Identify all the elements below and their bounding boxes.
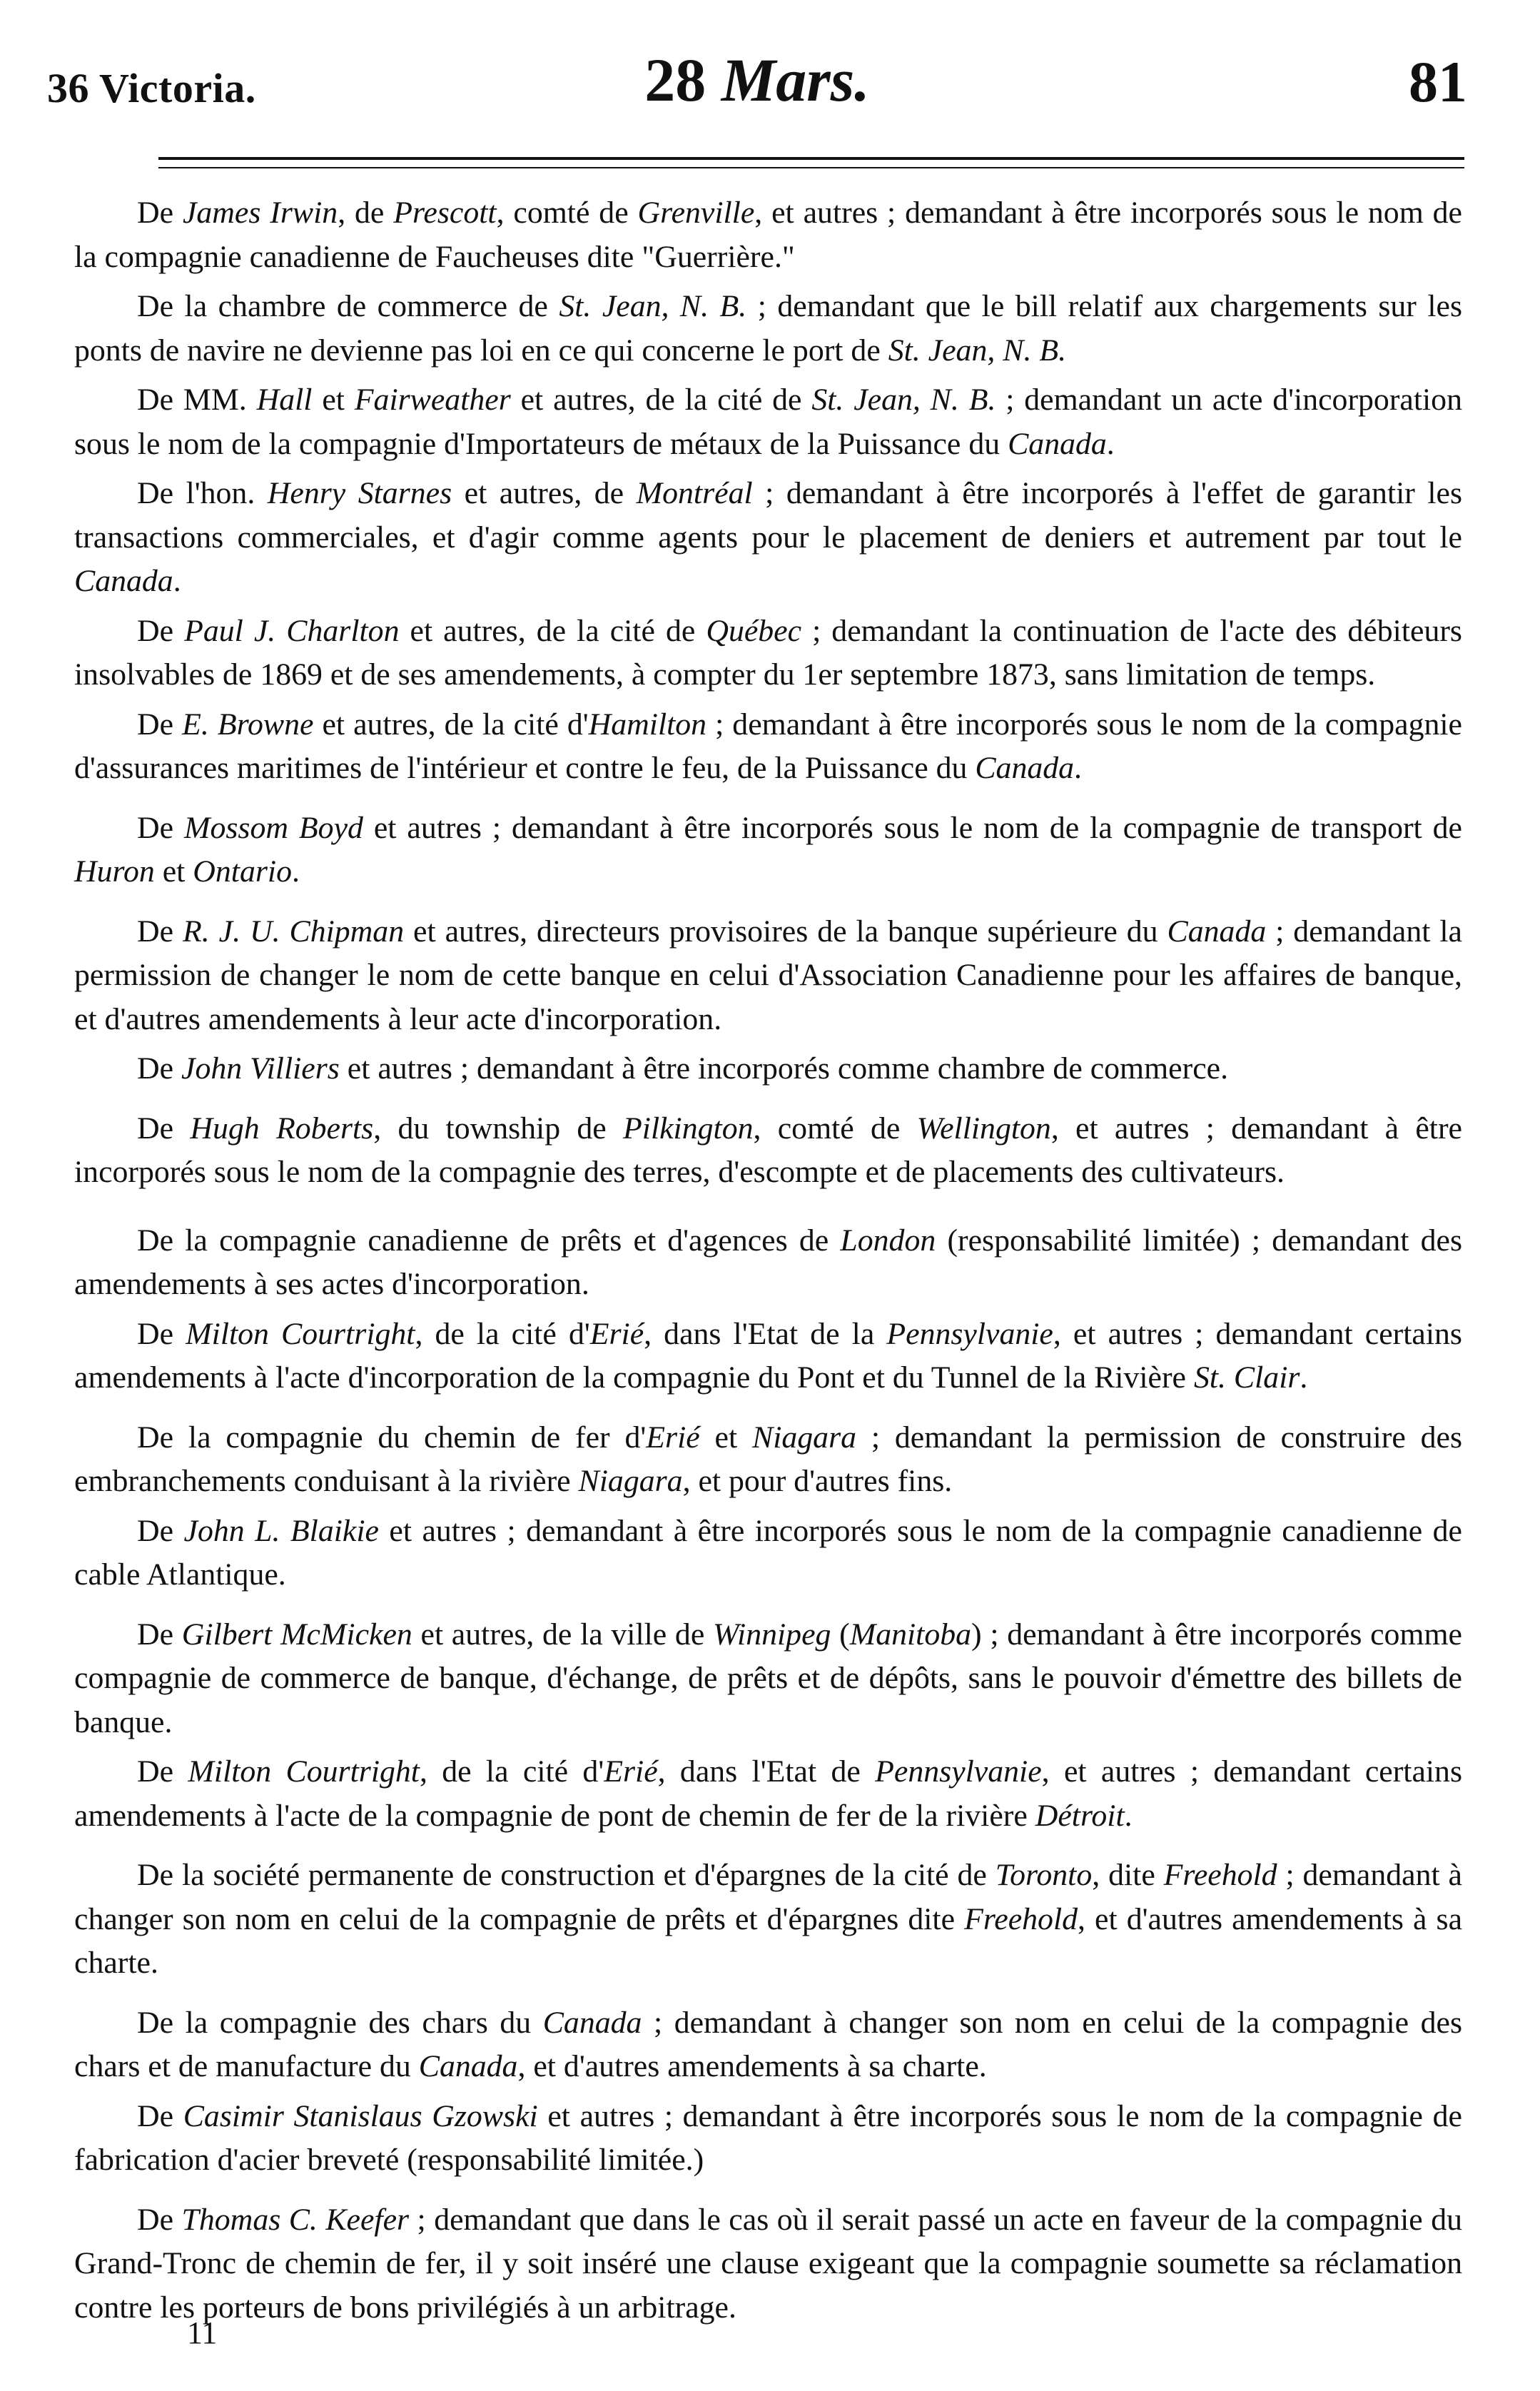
header-rule-thin [158, 167, 1464, 168]
petition-entry: De Gilbert McMicken et autres, de la ville de Winnipeg (Manitoba) ; demandant à être incorporés comme compagnie de commerce de banque, d'échange, de prêts et de dépôts, sans le pouvoir d'émettre des billets de banque. [74, 1617, 1462, 1739]
petition-entry: De la compagnie des chars du Canada ; demandant à changer son nom en celui de la compagnie des chars et de manufacture du Canada, et d'autres amendements à sa charte. [74, 2005, 1462, 2083]
page-date [47, 44, 1467, 116]
petition-entry: De la société permanente de construction et d'épargnes de la cité de Toronto, dite Freehold ; demandant à changer son nom en celui de la compagnie de prêts et d'épargnes dite Freehold, et d'autres amendements à sa charte. [74, 1858, 1463, 1980]
petition-entry: De Casimir Stanislaus Gzowski et autres ; demandant à être incorporés sous le nom de la compagnie de fabrication d'acier breveté (responsabilité limitée.) [74, 2098, 1462, 2177]
petition-entry: De Hugh Roberts, du township de Pilkington, comté de Wellington, et autres ; demandant à être incorporés sous le nom de la compagnie des terres, d'escompte et de placements des cultivateurs. [74, 1111, 1462, 1189]
petition-entry: De l'hon. Henry Starnes et autres, de Montréal ; demandant à être incorporés à l'effet de garantir les transactions commerciales, et d'agir comme agents pour le placement de deniers et autrement par tout le Canada. [74, 476, 1463, 598]
petitions-list [74, 191, 1462, 2335]
petition-entry: De Paul J. Charlton et autres, de la cité de Québec ; demandant la continuation de l'acte des débiteurs insolvables de 1869 et de ses amendements, à compter du 1er septembre 1873, sans limitation de temps. [74, 613, 1462, 692]
petition-entry: De John L. Blaikie et autres ; demandant à être incorporés sous le nom de la compagnie canadienne de cable Atlantique. [74, 1513, 1462, 1592]
petition-entry: De la compagnie du chemin de fer d'Erié et Niagara ; demandant la permission de construire des embranchements conduisant à la rivière Niagara, et pour d'autres fins. [74, 1420, 1462, 1498]
petition-entry: De Milton Courtright, de la cité d'Erié, dans l'Etat de Pennsylvanie, et autres ; demandant certains amendements à l'acte de la compagnie de pont de chemin de fer de la rivière Détroit. [74, 1754, 1462, 1833]
petition-entry: De James Irwin, de Prescott, comté de Grenville, et autres ; demandant à être incorporés sous le nom de la compagnie canadienne de Faucheuses dite "Guerrière." [74, 196, 1462, 274]
petition-entry: De la chambre de commerce de St. Jean, N. B. ; demandant que le bill relatif aux chargements sur les ponts de navire ne devienne pas loi en ce qui concerne le port de St. Jean, N. B. [74, 289, 1463, 368]
page-header [47, 44, 1467, 123]
petition-entry: De Thomas C. Keefer ; demandant que dans le cas où il serait passé un acte en faveur de la compagnie du Grand-Tronc de chemin de fer, il y soit inséré une clause exigeant que la compagnie soumette sa réclamation contre les porteurs de bons privilégiés à un arbitrage. [74, 2202, 1462, 2325]
header-rule-thick [158, 157, 1464, 160]
petition-entry: De MM. Hall et Fairweather et autres, de la cité de St. Jean, N. B. ; demandant un acte d'incorporation sous le nom de la compagnie d'Importateurs de métaux de la Puissance du Canada. [74, 383, 1462, 461]
date-month: Mars. [721, 46, 870, 114]
petition-entry: De Milton Courtright, de la cité d'Erié, dans l'Etat de la Pennsylvanie, et autres ; demandant certains amendements à l'acte d'incorporation de la compagnie du Pont et du Tunnel de la Rivière St. Clair. [74, 1316, 1462, 1395]
petition-entry: De E. Browne et autres, de la cité d'Hamilton ; demandant à être incorporés sous le nom de la compagnie d'assurances maritimes de l'intérieur et contre le feu, de la Puissance du Canada. [74, 707, 1462, 785]
petition-entry: De R. J. U. Chipman et autres, directeurs provisoires de la banque supérieure du Canada ; demandant la permission de changer le nom de cette banque en celui d'Association Canadienne pour les affaires de banque, et d'autres amendements à leur acte d'incorporation. [74, 914, 1462, 1036]
petition-entry: De la compagnie canadienne de prêts et d'agences de London (responsabilité limitée) ; demandant des amendements à ses actes d'incorporation. [74, 1223, 1462, 1301]
petition-entry: De Mossom Boyd et autres ; demandant à être incorporés sous le nom de la compagnie de transport de Huron et Ontario. [74, 810, 1462, 889]
page-number: 81 [1409, 49, 1467, 114]
petition-entry: De John Villiers et autres ; demandant à être incorporés comme chambre de commerce. [137, 1051, 1229, 1086]
session-label: 36 Victoria. [47, 65, 256, 111]
signature-mark: 11 [187, 2315, 218, 2350]
date-day: 28 [644, 46, 706, 114]
